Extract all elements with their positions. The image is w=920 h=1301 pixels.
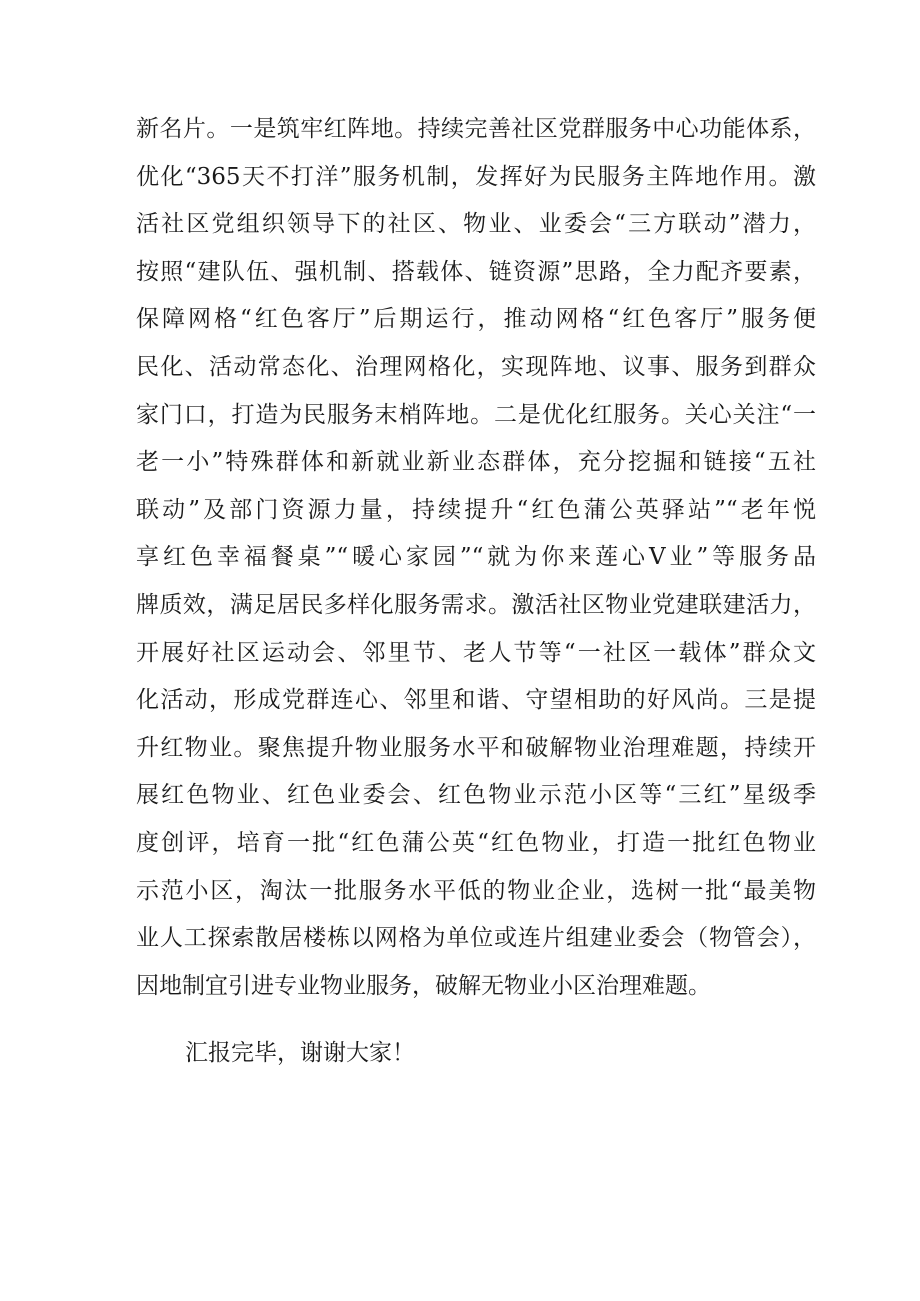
paragraph-line: 因地制宜引进专业物业服务，破解无物业小区治理难题。 [136,972,711,999]
paragraph-line: 享红色幸福餐桌”“暖心家园”“就为你来莲心V业”等服务品 [136,544,816,571]
paragraph-line: 化活动，形成党群连心、邻里和谐、守望相助的好风尚。三是提 [136,687,816,714]
closing-remark: 汇报完毕，谢谢大家！ [185,1040,415,1066]
paragraph-line: 牌质效，满足居民多样化服务需求。激活社区物业党建联建活力， [136,591,816,618]
paragraph-line: 开展好社区运动会、邻里节、老人节等“一社区一载体”群众文 [136,639,816,666]
paragraph-line: 业人工探索散居楼栋以网格为单位或连片组建业委会（物管会）， [136,925,816,952]
paragraph-line: 家门口，打造为民服务末梢阵地。二是优化红服务。关心关注“一 [136,401,816,428]
paragraph-line: 优化“365天不打洋”服务机制，发挥好为民服务主阵地作用。激 [136,163,816,190]
paragraph-line: 度创评，培育一批“红色蒲公英“红色物业，打造一批红色物业 [136,829,816,856]
paragraph-line: 老一小”特殊群体和新就业新业态群体，充分挖掘和链接“五社 [136,449,816,476]
paragraph-line: 联动”及部门资源力量，持续提升“红色蒲公英驿站”“老年悦 [136,496,816,523]
paragraph-line: 升红物业。聚焦提升物业服务水平和破解物业治理难题，持续开 [136,734,816,761]
paragraph-line: 新名片。一是筑牢红阵地。持续完善社区党群服务中心功能体系， [136,116,816,142]
paragraph-line: 活社区党组织领导下的社区、物业、业委会“三方联动”潜力， [136,211,816,238]
paragraph-line: 示范小区，淘汰一批服务水平低的物业企业，选树一批“最美物 [136,877,816,904]
paragraph-line: 民化、活动常态化、治理网格化，实现阵地、议事、服务到群众 [136,353,816,380]
paragraph-line: 保障网格“红色客厅”后期运行，推动网格“红色客厅”服务便 [136,306,816,333]
paragraph-line: 展红色物业、红色业委会、红色物业示范小区等“三红”星级季 [136,782,816,809]
body-paragraph [136,106,816,1010]
paragraph-line: 按照“建队伍、强机制、搭载体、链资源”思路，全力配齐要素， [136,258,816,285]
